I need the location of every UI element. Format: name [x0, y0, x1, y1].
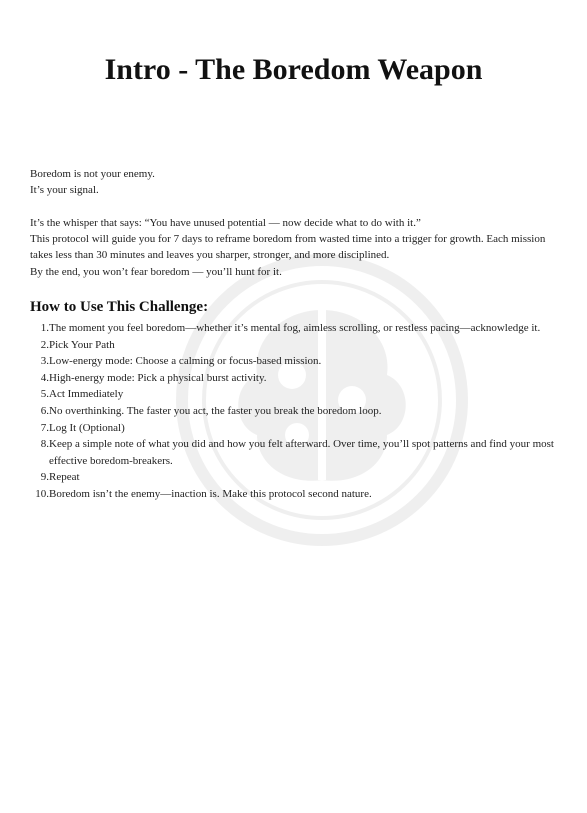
list-item [30, 420, 557, 437]
page-title: Intro - The Boredom Weapon [104, 53, 483, 86]
list-text: Boredom isn’t the enemy—inaction is. Make this protocol second nature. [49, 487, 372, 500]
list-item [30, 386, 557, 403]
intro-line: By the end, you won’t fear boredom — you’ll hunt for it. [30, 265, 282, 278]
section-heading: How to Use This Challenge: [30, 299, 209, 315]
list-number: 3. [40, 355, 49, 368]
intro-line: Boredom is not your enemy. [30, 168, 155, 180]
list-text: The moment you feel boredom—whether it’s mental fog, aimless scrolling, or restless pacing—acknowledge it. [49, 322, 541, 334]
list-text: Repeat [49, 471, 80, 484]
intro-line: It’s your signal. [30, 184, 99, 197]
list-text: Log It (Optional) [49, 421, 125, 434]
list-item [30, 370, 557, 387]
list-item [30, 320, 557, 337]
intro-text [30, 166, 560, 280]
list-item [30, 353, 557, 370]
list-item [30, 403, 557, 420]
paragraph-gap [30, 199, 560, 215]
list-number: 10. [35, 487, 49, 500]
list-number: 9. [40, 471, 49, 484]
list-number: 8. [40, 438, 49, 451]
list-number: 5. [40, 388, 49, 401]
list-number: 6. [40, 404, 49, 417]
list-number: 1. [40, 322, 49, 334]
intro-line: This protocol will guide you for 7 days to reframe boredom from wasted time into a trigger for growth. Each mission takes less than 30 minutes and leaves you sharper, stronger, and more disciplined. [30, 233, 546, 262]
list-number: 4. [40, 371, 49, 384]
list-number: 2. [40, 338, 49, 351]
list-number: 7. [40, 421, 49, 434]
list-text: Low-energy mode: Choose a calming or focus-based mission. [49, 355, 322, 368]
intro-line: It’s the whisper that says: “You have unused potential — now decide what to do with it.” [30, 216, 421, 229]
list-text: Act Immediately [49, 388, 124, 401]
list-text: No overthinking. The faster you act, the faster you break the boredom loop. [49, 404, 382, 417]
list-text: Pick Your Path [49, 338, 115, 351]
list-item [30, 337, 557, 354]
list-item [30, 469, 557, 486]
list-text: Keep a simple note of what you did and how you felt afterward. Over time, you’ll spot patterns and find your most effective boredom-breakers. [49, 438, 554, 467]
steps-list [30, 320, 557, 503]
list-item [30, 486, 557, 503]
list-item [30, 436, 557, 469]
list-text: High-energy mode: Pick a physical burst activity. [49, 371, 267, 384]
